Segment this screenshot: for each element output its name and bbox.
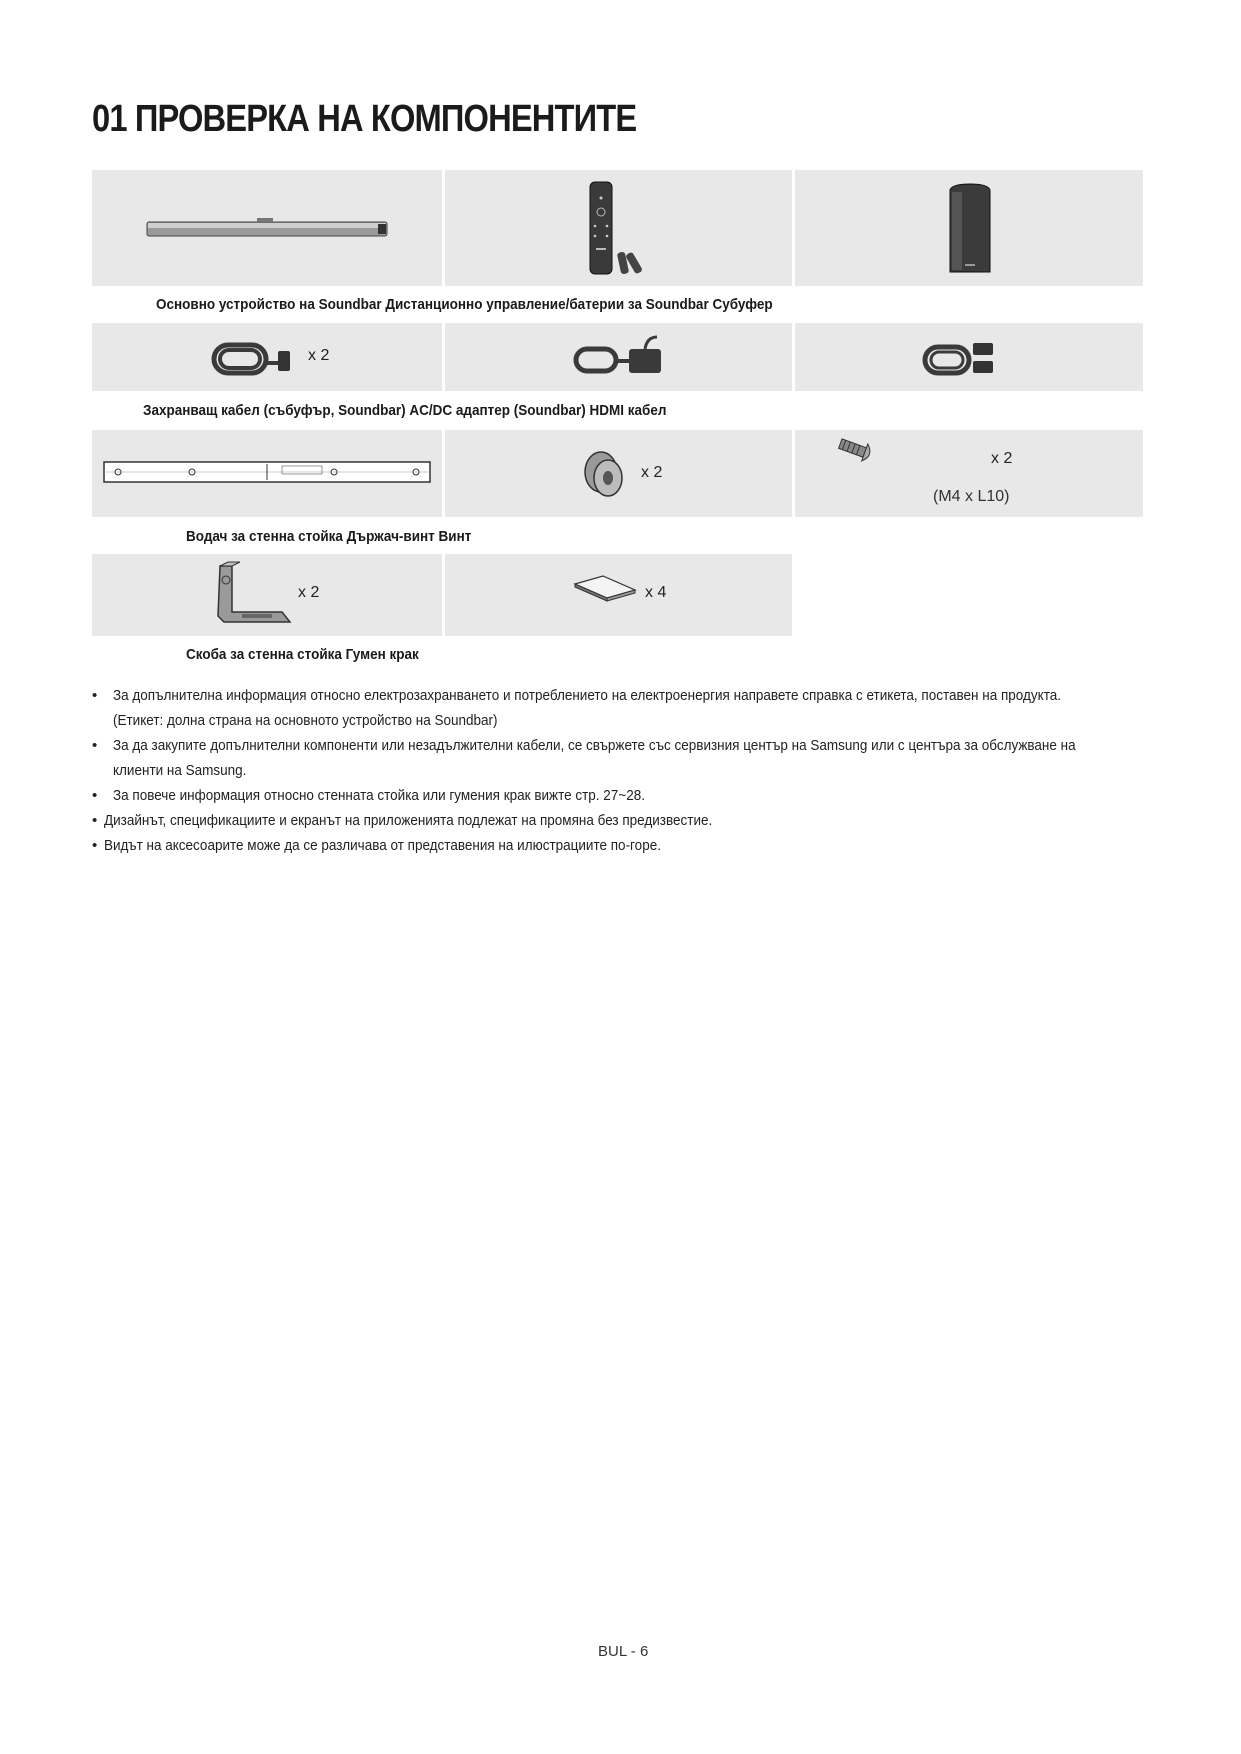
- note-line: (Етикет: долна страна на основното устройство на Soundbar): [113, 712, 498, 729]
- wall-bracket-qty: x 2: [298, 584, 320, 601]
- row4-caption: Скоба за стенна стойка Гумен крак: [186, 646, 419, 663]
- wall-bracket-image-cell: [92, 554, 442, 636]
- bullet: •: [92, 812, 98, 829]
- notes-list: [92, 683, 1152, 858]
- rubber-foot-image-cell: [445, 554, 792, 636]
- bullet: •: [92, 787, 98, 804]
- power-cable-icon: [92, 323, 442, 391]
- note-line: клиенти на Samsung.: [113, 762, 247, 779]
- wall-mount-guide-icon: [92, 430, 442, 517]
- page-number: BUL - 6: [598, 1643, 649, 1660]
- remote-control-icon: [445, 170, 792, 286]
- wall-mount-guide-image-cell: [92, 430, 442, 517]
- power-cable-image-cell: [92, 323, 442, 391]
- remote-image-cell: [445, 170, 792, 286]
- wall-bracket-icon: [92, 554, 442, 636]
- rubber-foot-qty: x 4: [645, 584, 667, 601]
- soundbar-icon: [92, 170, 442, 286]
- hdmi-cable-image-cell: [795, 323, 1143, 391]
- adapter-image-cell: [445, 323, 792, 391]
- note-item: [92, 683, 1152, 733]
- note-line: За да закупите допълнителни компоненти или незадължителни кабели, се свържете със сервизния център на Samsung или с центъра за обслужване на: [113, 737, 1076, 754]
- subwoofer-image-cell: [795, 170, 1143, 286]
- note-line: За допълнителна информация относно електрозахранването и потреблението на електроенергия направете справка с етикета, поставен на продукта.: [113, 687, 1061, 704]
- note-line: За повече информация относно стенната стойка или гумения крак вижте стр. 27~28.: [113, 787, 645, 804]
- row3-caption: Водач за стенна стойка Държач-винт Винт: [186, 528, 472, 545]
- note-item: [92, 808, 1152, 833]
- bullet: •: [92, 837, 98, 854]
- note-line: Дизайнът, спецификациите и екранът на приложенията подлежат на промяна без предизвестие.: [104, 812, 713, 829]
- hdmi-cable-icon: [795, 323, 1143, 391]
- screw-spec: (M4 x L10): [933, 488, 1010, 505]
- rubber-foot-icon: [445, 554, 792, 636]
- note-item: [92, 733, 1152, 783]
- subwoofer-icon: [795, 170, 1143, 286]
- bullet: •: [92, 737, 98, 754]
- holder-screw-image-cell: [445, 430, 792, 517]
- page-title: 01 ПРОВЕРКА НА КОМПОНЕНТИТЕ: [92, 98, 637, 140]
- note-line: Видът на аксесоарите може да се различава от представения на илюстрациите по-горе.: [104, 837, 661, 854]
- screw-image-cell: [795, 430, 1143, 517]
- power-cable-qty: x 2: [308, 347, 330, 364]
- note-item: [92, 783, 1152, 808]
- bullet: •: [92, 687, 98, 704]
- holder-screw-qty: x 2: [641, 464, 663, 481]
- soundbar-image-cell: [92, 170, 442, 286]
- row2-caption: Захранващ кабел (събуфър, Soundbar) AC/DC адаптер (Soundbar) HDMI кабел: [143, 402, 667, 419]
- ac-dc-adapter-icon: [445, 323, 792, 391]
- note-item: [92, 833, 1152, 858]
- screw-qty: x 2: [991, 450, 1013, 467]
- holder-screw-icon: [445, 430, 792, 517]
- row1-caption: Основно устройство на Soundbar Дистанционно управление/батерии за Soundbar Субуфер: [156, 296, 773, 313]
